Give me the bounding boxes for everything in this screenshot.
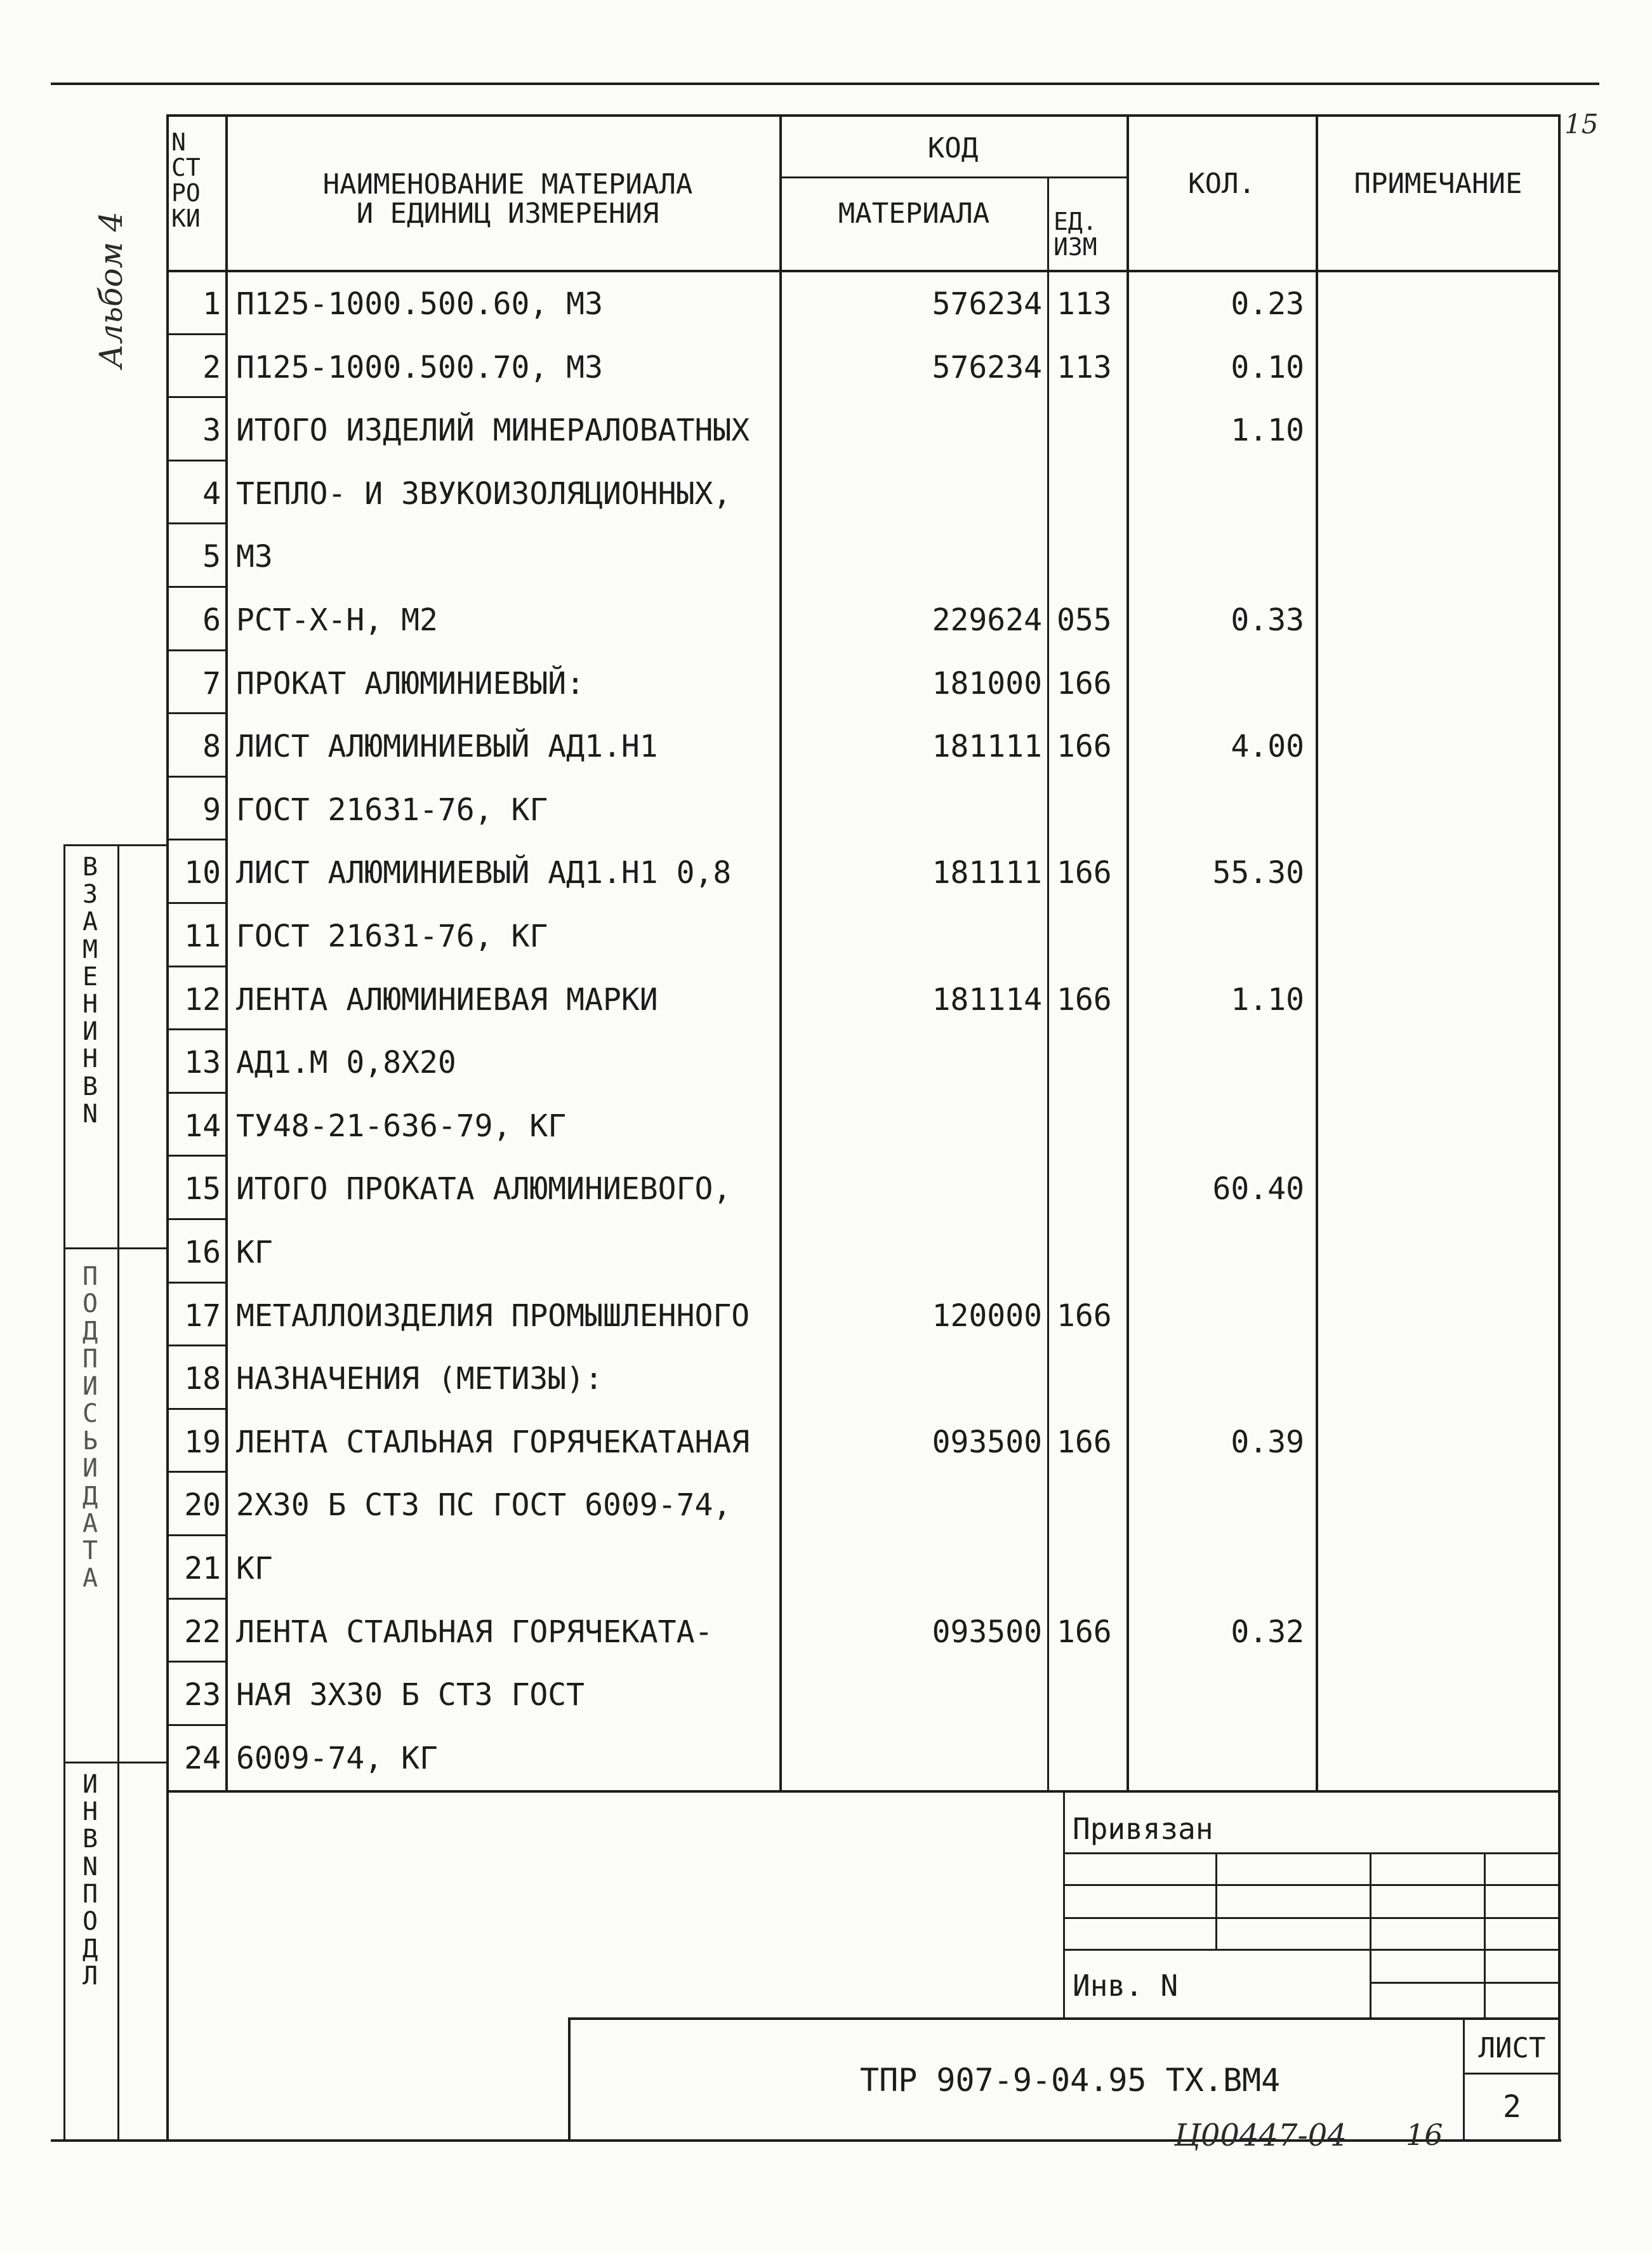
material-code: 093500 — [932, 1614, 1042, 1650]
margin-left-line — [63, 844, 65, 2141]
row-separator — [166, 1661, 227, 1663]
header-code-group: КОД — [927, 132, 979, 164]
unit-code: 166 — [1057, 1424, 1112, 1460]
row-number: 16 — [184, 1235, 221, 1270]
stamp-sheet-label: ЛИСТ — [1478, 2032, 1546, 2064]
material-name: 6009-74, КГ — [236, 1741, 438, 1776]
col-line-name — [779, 114, 782, 1790]
row-separator — [166, 333, 227, 335]
unit-code: 166 — [1057, 855, 1112, 891]
unit-code: 055 — [1057, 602, 1112, 638]
material-name: М3 — [236, 539, 273, 574]
row-separator — [166, 460, 227, 461]
material-name: РСТ-Х-Н, М2 — [236, 602, 438, 638]
material-code: 181000 — [932, 666, 1042, 701]
material-name: П125-1000.500.60, М3 — [236, 286, 603, 322]
unit-code: 113 — [1057, 350, 1112, 385]
quantity: 1.10 — [1231, 413, 1304, 448]
margin-inner-line — [117, 844, 119, 2141]
stamp-left-line — [1063, 1790, 1065, 2019]
row-separator — [166, 1345, 227, 1346]
header-unit: ЕД. ИЗМ — [1054, 208, 1097, 261]
row-number: 23 — [184, 1677, 221, 1713]
row-separator — [166, 1218, 227, 1220]
stamp-inv: Инв. N — [1073, 1969, 1179, 2003]
margin-line-1 — [63, 1247, 168, 1249]
row-number: 21 — [184, 1551, 221, 1586]
stamp-doc-code: ТПР 907-9-04.95 ТХ.ВМ4 — [860, 2062, 1281, 2099]
margin-block-replacement: ВЗАМЕН ИНВ N — [82, 853, 98, 1129]
material-code: 576234 — [932, 350, 1042, 385]
row-number: 19 — [184, 1424, 221, 1460]
material-name: ИТОГО ПРОКАТА АЛЮМИНИЕВОГО, — [236, 1171, 732, 1207]
material-name: ПРОКАТ АЛЮМИНИЕВЫЙ: — [236, 666, 585, 701]
material-code: 093500 — [932, 1424, 1042, 1460]
quantity: 0.23 — [1231, 286, 1304, 322]
row-number: 2 — [202, 350, 221, 385]
row-separator — [166, 1408, 227, 1410]
row-separator — [166, 396, 227, 398]
row-number: 22 — [184, 1614, 221, 1650]
row-number: 9 — [202, 792, 221, 828]
row-number: 18 — [184, 1361, 221, 1397]
row-separator — [166, 1471, 227, 1473]
header-name: НАИМЕНОВАНИЕ МАТЕРИАЛА И ЕДИНИЦ ИЗМЕРЕНИЯ — [322, 168, 693, 230]
row-separator — [166, 1155, 227, 1157]
row-number: 4 — [202, 476, 221, 512]
row-number: 20 — [184, 1487, 221, 1523]
stamp-col-3 — [1484, 1852, 1486, 2019]
margin-top-line — [63, 844, 168, 846]
header-qty: КОЛ. — [1188, 168, 1255, 200]
material-name: АД1.М 0,8Х20 — [236, 1045, 456, 1080]
table-top-line — [166, 114, 1561, 117]
material-name: ГОСТ 21631-76, КГ — [236, 919, 548, 954]
row-separator — [166, 1028, 227, 1030]
header-bottom-line — [166, 270, 1561, 272]
row-separator — [166, 649, 227, 651]
right-frame-line — [1558, 114, 1561, 2141]
header-row-number: N СТ РО КИ — [171, 128, 201, 232]
archive-number: Ц00447-04 — [1174, 2118, 1347, 2153]
material-code: 120000 — [932, 1298, 1042, 1334]
bottom-page-number: 16 — [1406, 2118, 1443, 2152]
quantity: 1.10 — [1231, 982, 1304, 1018]
unit-code: 166 — [1057, 982, 1112, 1018]
quantity: 0.39 — [1231, 1424, 1304, 1460]
material-name: ЛЕНТА СТАЛЬНАЯ ГОРЯЧЕКАТАНАЯ — [236, 1424, 750, 1460]
row-separator — [166, 1282, 227, 1284]
material-name: МЕТАЛЛОИЗДЕЛИЯ ПРОМЫШЛЕННОГО — [236, 1298, 750, 1334]
quantity: 4.00 — [1231, 729, 1304, 764]
col-line-qty — [1316, 114, 1318, 1790]
material-code: 181111 — [932, 855, 1042, 891]
row-number: 8 — [202, 729, 221, 764]
unit-code: 113 — [1057, 286, 1112, 322]
row-number: 5 — [202, 539, 221, 574]
material-name: ЛИСТ АЛЮМИНИЕВЫЙ АД1.Н1 — [236, 729, 658, 764]
quantity: 55.30 — [1212, 855, 1304, 891]
col-line-rownum — [225, 114, 228, 1790]
material-name: ЛЕНТА СТАЛЬНАЯ ГОРЯЧЕКАТА- — [236, 1614, 713, 1650]
margin-line-2 — [63, 1762, 168, 1763]
stamp-line-e — [1370, 1982, 1558, 1984]
unit-code: 166 — [1057, 729, 1112, 764]
stamp-sheet-left — [1463, 2017, 1465, 2141]
header-material: МАТЕРИАЛА — [838, 197, 990, 230]
material-name: ГОСТ 21631-76, КГ — [236, 792, 548, 828]
stamp-main-left — [568, 2017, 571, 2141]
row-separator — [166, 712, 227, 714]
material-name: НАЯ 3Х30 Б СТ3 ГОСТ — [236, 1677, 585, 1713]
material-name: П125-1000.500.70, М3 — [236, 350, 603, 385]
row-number: 1 — [202, 286, 221, 322]
row-separator — [166, 966, 227, 967]
stamp-main-top — [568, 2017, 1559, 2020]
material-code: 229624 — [932, 602, 1042, 638]
table-bottom-line — [166, 1790, 1561, 1793]
row-number: 6 — [202, 602, 221, 638]
unit-code: 166 — [1057, 666, 1112, 701]
row-number: 24 — [184, 1741, 221, 1776]
stamp-sheet-mid — [1463, 2073, 1559, 2075]
margin-block-original: ИНВ N ПОДЛ — [82, 1770, 98, 1991]
row-number: 15 — [184, 1171, 221, 1207]
row-number: 17 — [184, 1298, 221, 1334]
row-number: 11 — [184, 919, 221, 954]
material-code: 576234 — [932, 286, 1042, 322]
quantity: 0.33 — [1231, 602, 1304, 638]
stamp-col-2 — [1370, 1852, 1371, 2019]
col-line-code — [1047, 176, 1049, 1790]
left-frame-line — [166, 114, 169, 2141]
stamp-col-1 — [1215, 1852, 1217, 1949]
row-number: 12 — [184, 982, 221, 1018]
row-separator — [166, 902, 227, 904]
row-separator — [166, 1534, 227, 1536]
quantity: 0.10 — [1231, 350, 1304, 385]
stamp-sheet-number: 2 — [1503, 2089, 1521, 2125]
code-subheader-line — [779, 176, 1127, 178]
material-name: 2Х30 Б СТ3 ПС ГОСТ 6009-74, — [236, 1487, 732, 1523]
quantity: 60.40 — [1212, 1171, 1304, 1207]
row-number: 10 — [184, 855, 221, 891]
row-separator — [166, 1092, 227, 1094]
material-code: 181111 — [932, 729, 1042, 764]
row-separator — [166, 522, 227, 524]
header-note: ПРИМЕЧАНИЕ — [1354, 168, 1523, 200]
stamp-privyazan: Привязан — [1073, 1812, 1213, 1846]
row-separator — [166, 586, 227, 588]
row-separator — [166, 1598, 227, 1600]
material-name: КГ — [236, 1551, 273, 1586]
material-name: НАЗНАЧЕНИЯ (МЕТИЗЫ): — [236, 1361, 603, 1397]
material-name: КГ — [236, 1235, 273, 1270]
row-number: 3 — [202, 413, 221, 448]
row-separator — [166, 776, 227, 778]
unit-code: 166 — [1057, 1298, 1112, 1334]
material-name: ИТОГО ИЗДЕЛИЙ МИНЕРАЛОВАТНЫХ — [236, 413, 750, 448]
row-number: 14 — [184, 1108, 221, 1144]
top-border — [51, 83, 1599, 85]
quantity: 0.32 — [1231, 1614, 1304, 1650]
material-name: ЛИСТ АЛЮМИНИЕВЫЙ АД1.Н1 0,8 — [236, 855, 732, 891]
album-label: Альбом 4 — [93, 211, 129, 368]
row-separator — [166, 1724, 227, 1726]
unit-code: 166 — [1057, 1614, 1112, 1650]
margin-block-signature: ПОДПИСЬ И ДАТА — [82, 1262, 98, 1593]
row-number: 7 — [202, 666, 221, 701]
row-number: 13 — [184, 1045, 221, 1080]
corner-page-number: 15 — [1564, 109, 1599, 140]
material-code: 181114 — [932, 982, 1042, 1018]
row-separator — [166, 839, 227, 840]
material-name: ТУ48-21-636-79, КГ — [236, 1108, 567, 1144]
material-name: ТЕПЛО- И ЗВУКОИЗОЛЯЦИОННЫХ, — [236, 476, 732, 512]
material-name: ЛЕНТА АЛЮМИНИЕВАЯ МАРКИ — [236, 982, 658, 1018]
